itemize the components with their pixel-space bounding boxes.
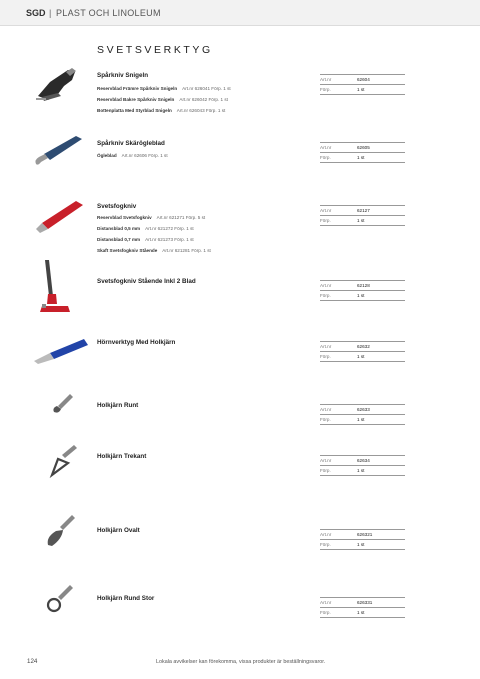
article-number: 62128 [357, 282, 370, 288]
article-number: 62633 [357, 406, 370, 412]
article-number: 62127 [357, 207, 370, 213]
pack-size: 1 st [357, 154, 365, 160]
page-number: 124 [27, 658, 38, 665]
subitem: Reservblad Bakre Spårkniv Snigeln Art.nr 626042 Förp. 1 st [97, 97, 228, 102]
product-name: Spårkniv Skärögleblad [97, 140, 165, 147]
spec-table: Art.nr 626321 Förp. 1 st [320, 529, 405, 550]
standing-weld-knife-image [28, 256, 90, 320]
pack-size: 1 st [357, 416, 365, 422]
article-number: 62632 [357, 343, 370, 349]
product-name: Hörnverktyg Med Holkjärn [97, 339, 176, 346]
spec-table: Art.nr 62127 Förp. 1 st [320, 205, 405, 226]
pack-size: 1 st [357, 217, 365, 223]
article-number: 626321 [357, 531, 373, 537]
pack-size: 1 st [357, 353, 365, 359]
weld-seam-knife-image [28, 197, 90, 237]
round-gouge-image [28, 394, 90, 424]
spec-table: Art.nr 62604 Förp. 1 st [320, 74, 405, 95]
article-number: 626331 [357, 599, 373, 605]
page-header [0, 0, 480, 26]
product-name: Spårkniv Snigeln [97, 72, 149, 79]
subitem: Bottenplatta Med Styrblad Snigeln Art.nr 626043 Förp. 1 st [97, 108, 226, 113]
product-name: Svetsfogkniv Stående Inkl 2 Blad [97, 278, 196, 285]
subitem: Distansblad 0,5 mm Art.nr 621272 Förp. 1 st [97, 226, 194, 231]
pack-size: 1 st [357, 86, 365, 92]
spec-table: Art.nr 62634 Förp. 1 st [320, 455, 405, 476]
subitem: Distansblad 0,7 mm Art.nr 621273 Förp. 1 st [97, 237, 194, 242]
oval-gouge-image [28, 513, 90, 553]
subitem: Ögleblad Art.nr 62606 Förp. 1 st [97, 153, 168, 158]
article-number: 62634 [357, 457, 370, 463]
corner-tool-image [28, 337, 90, 367]
pack-size: 1 st [357, 292, 365, 298]
product-name: Holkjärn Runt [97, 402, 139, 409]
large-round-gouge-image [28, 583, 90, 617]
category-label: PLAST OCH LINOLEUM [56, 8, 161, 18]
spec-table: Art.nr 626331 Förp. 1 st [320, 597, 405, 618]
groove-knife-snail-image [28, 60, 90, 110]
product-name: Holkjärn Ovalt [97, 527, 140, 534]
article-number: 62605 [357, 144, 370, 150]
footer-disclaimer: Lokala avvikelser kan förekomma, vissa produkter är beställningsvaror. [156, 659, 326, 665]
pack-size: 1 st [357, 609, 365, 615]
pack-size: 1 st [357, 467, 365, 473]
subitem: Skaft Svetsfogkniv Stående Art.nr 621281 Förp. 1 st [97, 248, 211, 253]
product-name: Holkjärn Trekant [97, 453, 147, 460]
product-name: Holkjärn Rund Stor [97, 595, 155, 602]
section-title: SVETSVERKTYG [97, 44, 213, 56]
subitem: Reservblad Svetsfogkniv Art.nr 621271 Förp. 5 st [97, 215, 206, 220]
product-name: Svetsfogkniv [97, 203, 137, 210]
subitem: Reservblad Främre Spårkniv Snigeln Art.nr 626041 Förp. 1 st [97, 86, 231, 91]
pack-size: 1 st [357, 541, 365, 547]
spec-table: Art.nr 62605 Förp. 1 st [320, 142, 405, 163]
triangular-gouge-image [28, 445, 90, 485]
spec-table: Art.nr 62633 Förp. 1 st [320, 404, 405, 425]
brand-label: SGD [26, 8, 46, 18]
spec-table: Art.nr 62128 Förp. 1 st [320, 280, 405, 301]
groove-knife-loop-blade-image [28, 130, 90, 170]
spec-table: Art.nr 62632 Förp. 1 st [320, 341, 405, 362]
article-number: 62604 [357, 76, 370, 82]
header-separator: | [49, 8, 52, 18]
